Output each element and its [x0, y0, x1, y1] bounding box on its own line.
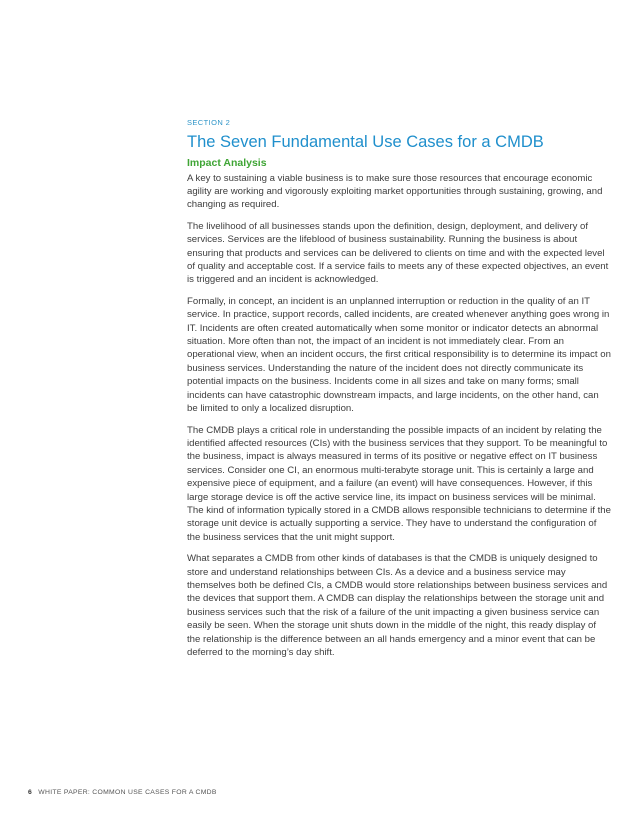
paragraph-2: The livelihood of all businesses stands upon the definition, design, deployment, and delivery of services. Services are the lifeblood of business sustainability. Running the business is about ensuring that products and services can be delivered to clients on time and with the expected level of quality and acceptable cost. If a service fails to meets any of these expected objectives, an event is triggered and an incident is acknowledged.: [187, 220, 609, 286]
page-title: The Seven Fundamental Use Cases for a CMDB: [187, 133, 544, 151]
subheading: Impact Analysis: [187, 156, 267, 169]
main-content: [187, 118, 611, 667]
paragraph-4: The CMDB plays a critical role in understanding the possible impacts of an incident by relating the identified affected resources (CIs) with the business services that they support. To be meaningful to the business, impact is always measured in terms of its positive or negative effect on IT business services. Consider one CI, an enormous multi-terabyte storage unit. This is certainly a large and expensive piece of equipment, and a failure (an event) will have consequences. However, if this large storage device is off the active service line, its impact on business services will be minimal. The kind of information typically stored in a CMDB allows responsible technicians to determine if the storage unit device is actually supporting a service. They have to understand the configuration of the business services that the unit might support.: [187, 424, 611, 543]
paragraph-3: Formally, in concept, an incident is an unplanned interruption or reduction in the quality of an IT service. In practice, support records, called incidents, are created whenever anything goes wrong in IT. Incidents are often created automatically when some monitor or indicator detects an abnormal situation. More often than not, the impact of an incident is not immediately clear. From an operational view, when an incident occurs, the first critical responsibility is to determine its impact on business services. Understanding the nature of the incident does not directly communicate its potential impacts on the business. Incidents come in all sizes and take on many forms; small incidents can have catastrophic downstream impacts, and large incidents, on the other hand, can be limited to only a localized disruption.: [187, 295, 611, 415]
page-footer: [28, 789, 217, 796]
paragraph-5: What separates a CMDB from other kinds of databases is that the CMDB is uniquely designed to store and understand relationships between CIs. As a device and a business service may themselves both be defined CIs, a CMDB would store relationships between business services and the devices that support them. A CMDB can display the relationships between the storage unit and business services such that the risk of a failure of the unit impacting a given business service can easily be seen. When the storage unit shuts down in the middle of the night, this ready display of the relationship is the difference between an all hands emergency and a minor event that can be deferred to the morning’s day shift.: [187, 553, 608, 659]
page-number: 6: [28, 789, 33, 796]
section-label: SECTION 2: [187, 118, 231, 127]
footer-text: WHITE PAPER: COMMON USE CASES FOR A CMDB: [38, 789, 217, 796]
paragraph-1: A key to sustaining a viable business is to make sure those resources that encourage economic agility are working and vigorously exploiting market opportunities through sustaining, growing, and changing as required.: [187, 172, 603, 211]
